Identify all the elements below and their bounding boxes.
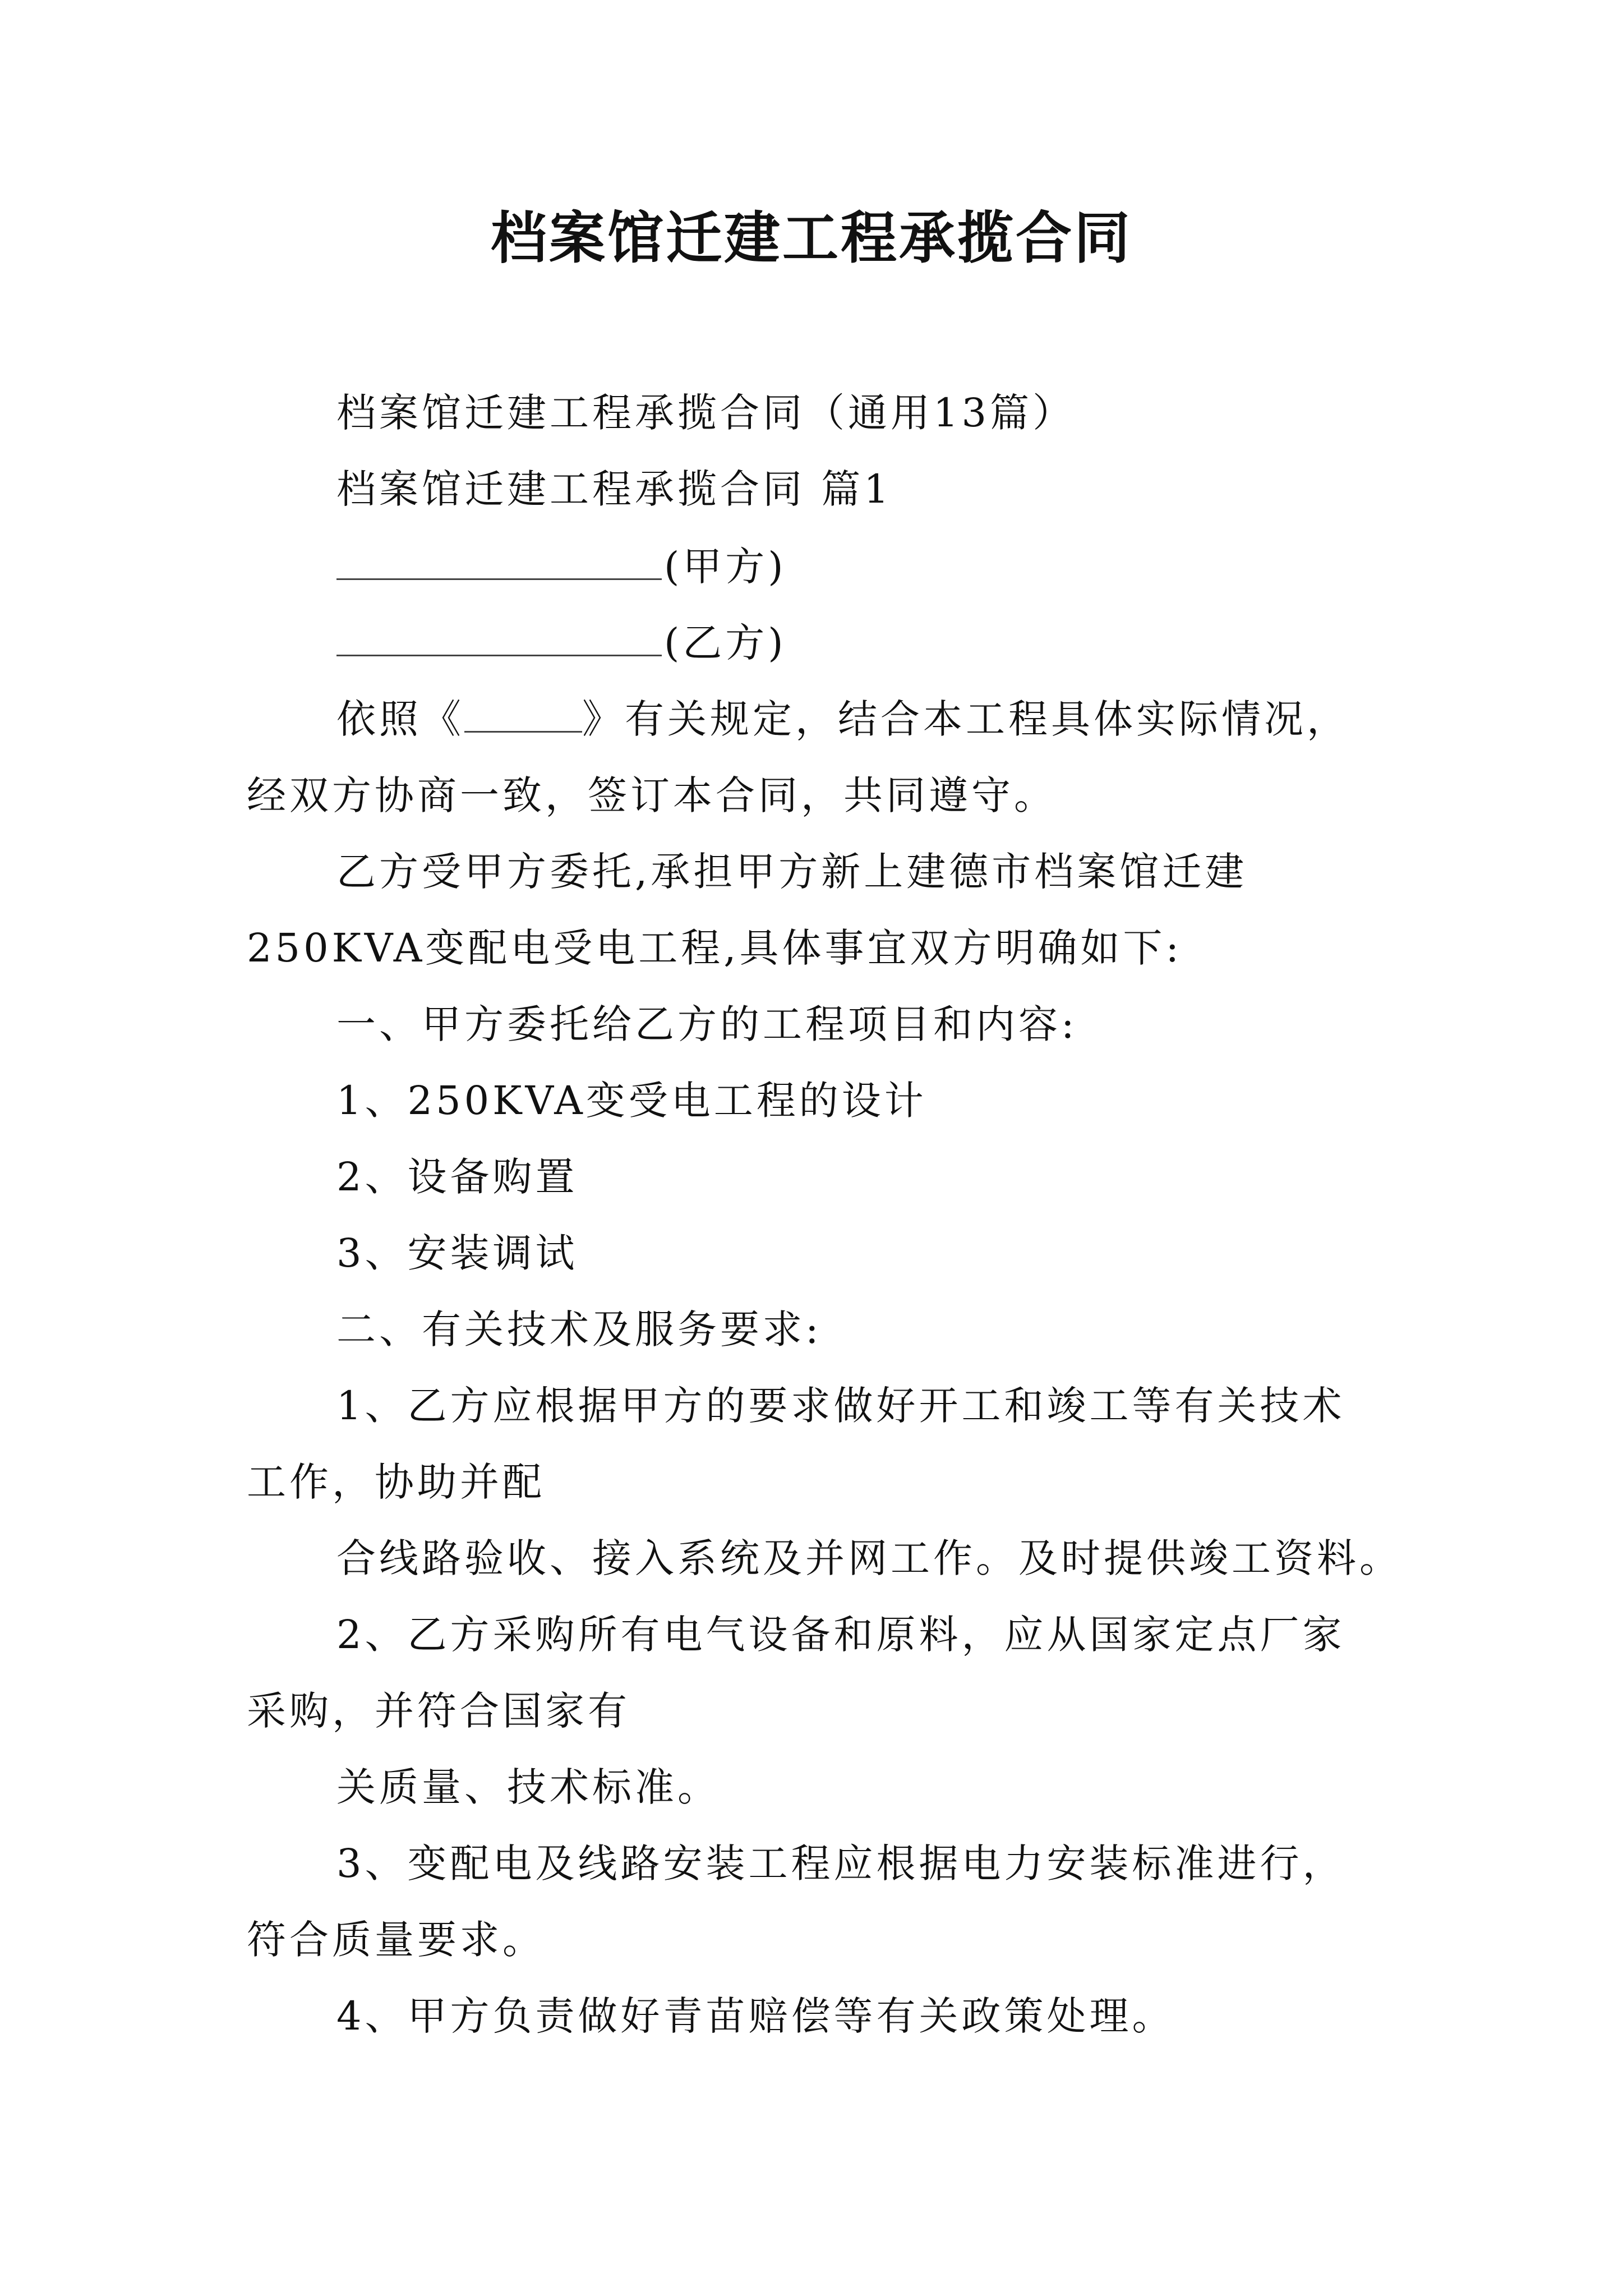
entrust-paragraph-line1: 乙方受甲方委托,承担甲方新上建德市档案馆迁建 [336, 849, 1248, 895]
section-two-item2-line3: 关质量、技术标准。 [336, 1764, 720, 1810]
document-subtitle: 档案馆迁建工程承揽合同（通用13篇） [336, 390, 1076, 436]
party-b-line [336, 615, 787, 671]
section-two-item4: 4、甲方负责做好青苗赔偿等有关政策处理。 [336, 1993, 1175, 2039]
basis-prefix: 依照《 [336, 696, 464, 742]
document-title: 档案馆迁建工程承揽合同 [491, 205, 1132, 271]
section-one-heading: 一、甲方委托给乙方的工程项目和内容: [336, 1001, 1078, 1047]
party-b-label: (乙方) [664, 620, 787, 666]
basis-blank [464, 696, 582, 733]
section-two-item1-line3: 合线路验收、接入系统及并网工作。及时提供竣工资料。 [336, 1535, 1402, 1581]
section-two-item3-line2: 符合质量要求。 [247, 1917, 545, 1963]
section-two-heading: 二、有关技术及服务要求: [336, 1306, 822, 1352]
section-two-item3-line1: 3、变配电及线路安装工程应根据电力安装标准进行， [336, 1841, 1345, 1887]
basis-suffix: 》有关规定，结合本工程具体实际情况， [582, 696, 1349, 742]
section-two-item2-line1: 2、乙方采购所有电气设备和原料，应从国家定点厂家 [336, 1612, 1345, 1658]
party-a-label: (甲方) [664, 544, 787, 590]
party-a-blank [336, 544, 662, 580]
entrust-paragraph-line2: 250KVA变配电受电工程,具体事宜双方明确如下: [247, 925, 1183, 971]
section-two-item2-line2: 采购，并符合国家有 [247, 1688, 630, 1734]
section-two-item1-line2: 工作，协助并配 [247, 1459, 545, 1505]
party-b-blank [336, 620, 662, 656]
basis-paragraph-line2: 经双方协商一致，签订本合同，共同遵守。 [247, 772, 1057, 818]
section-one-item: 1、250KVA变受电工程的设计 [336, 1078, 927, 1124]
section-heading: 档案馆迁建工程承揽合同 篇1 [336, 466, 892, 512]
section-one-item: 3、安装调试 [336, 1230, 578, 1276]
section-one-item: 2、设备购置 [336, 1154, 578, 1200]
party-a-line [336, 539, 787, 595]
basis-paragraph-line1 [336, 691, 1349, 747]
section-two-item1-line1: 1、乙方应根据甲方的要求做好开工和竣工等有关技术 [336, 1383, 1345, 1429]
